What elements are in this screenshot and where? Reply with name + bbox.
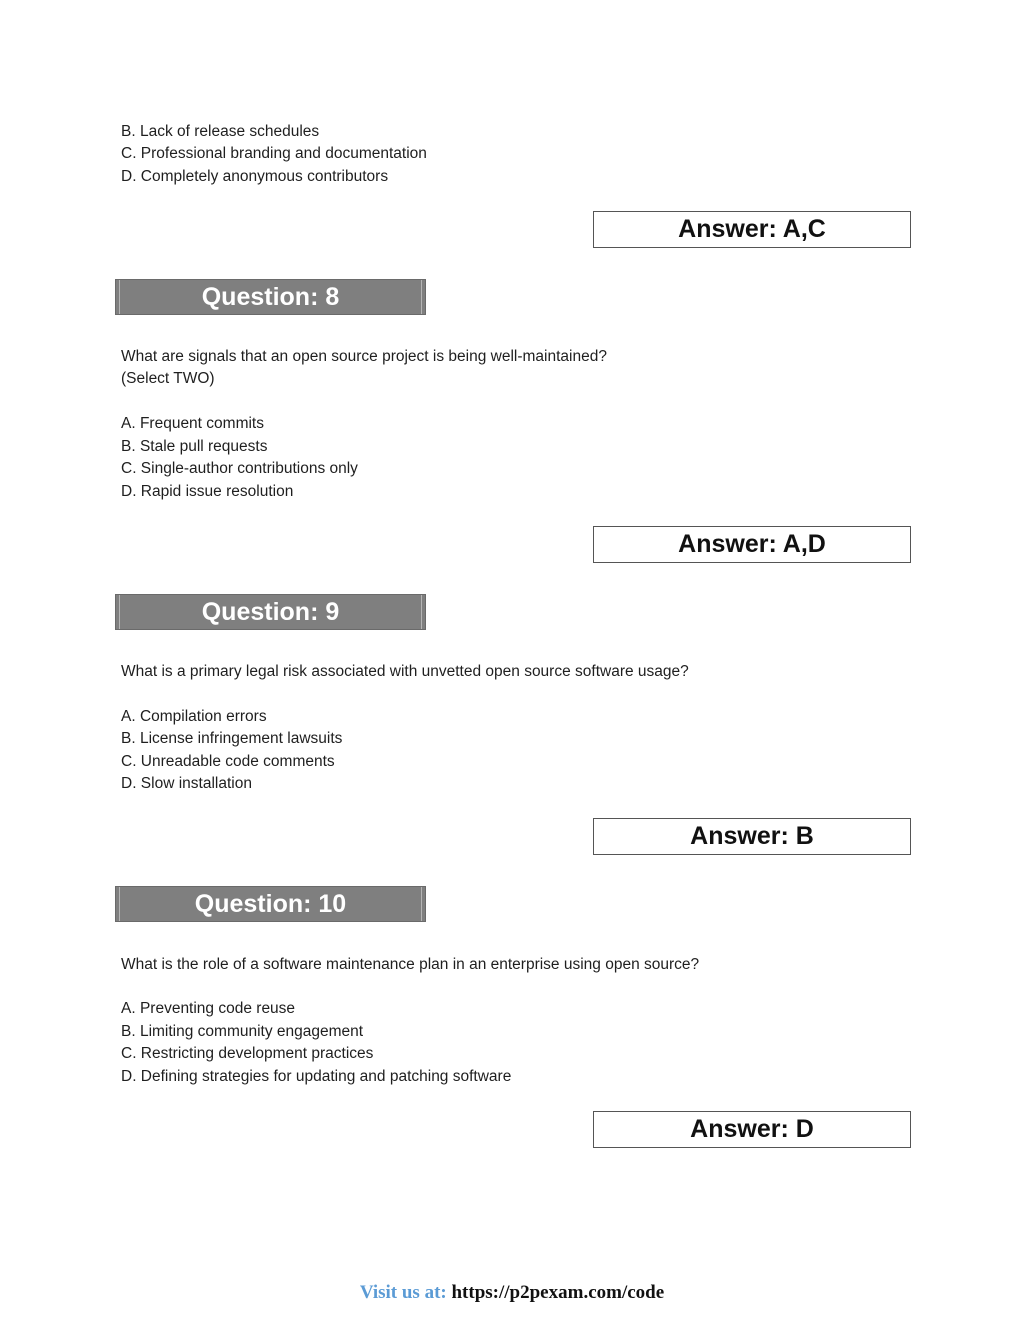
footer-url-link[interactable]: https://p2pexam.com/code <box>451 1282 665 1303</box>
option-text: A. Frequent commits <box>121 415 264 432</box>
option-text: D. Completely anonymous contributors <box>121 168 389 185</box>
question-label: Question: 8 <box>201 282 340 311</box>
option-text: C. Unreadable code comments <box>121 753 335 770</box>
option-text: D. Slow installation <box>121 775 252 792</box>
option-text: A. Compilation errors <box>121 708 267 725</box>
option-text: C. Single-author contributions only <box>121 460 358 477</box>
answer-box <box>593 211 911 248</box>
question-text: What is a primary legal risk associated with unvetted open source software usage? <box>121 663 689 680</box>
answer-text: Answer: B <box>690 822 814 850</box>
footer-visit-label: Visit us at: <box>359 1282 447 1303</box>
question-label: Question: 9 <box>201 597 340 626</box>
question-label: Question: 10 <box>194 889 347 918</box>
question-header <box>115 594 426 630</box>
answer-text: Answer: A,D <box>678 530 826 558</box>
option-text: A. Preventing code reuse <box>121 1000 296 1017</box>
option-text: B. Stale pull requests <box>121 438 268 455</box>
option-text: C. Professional branding and documentation <box>121 145 427 162</box>
option-text: D. Defining strategies for updating and patching software <box>121 1068 512 1085</box>
option-text: B. Limiting community engagement <box>121 1023 364 1040</box>
option-text: B. Lack of release schedules <box>121 123 320 140</box>
option-text: B. License infringement lawsuits <box>121 730 343 747</box>
question-text: What is the role of a software maintenance plan in an enterprise using open source? <box>121 956 700 973</box>
option-text: C. Restricting development practices <box>121 1045 374 1062</box>
answer-box <box>593 818 911 855</box>
footer <box>0 1282 1024 1304</box>
question-header <box>115 886 426 922</box>
question-header <box>115 279 426 315</box>
answer-text: Answer: A,C <box>678 215 826 243</box>
answer-box <box>593 526 911 563</box>
question-text: What are signals that an open source project is being well-maintained? <box>121 348 607 365</box>
question-text: (Select TWO) <box>121 370 215 387</box>
answer-text: Answer: D <box>690 1115 814 1143</box>
answer-box <box>593 1111 911 1148</box>
option-text: D. Rapid issue resolution <box>121 483 294 500</box>
